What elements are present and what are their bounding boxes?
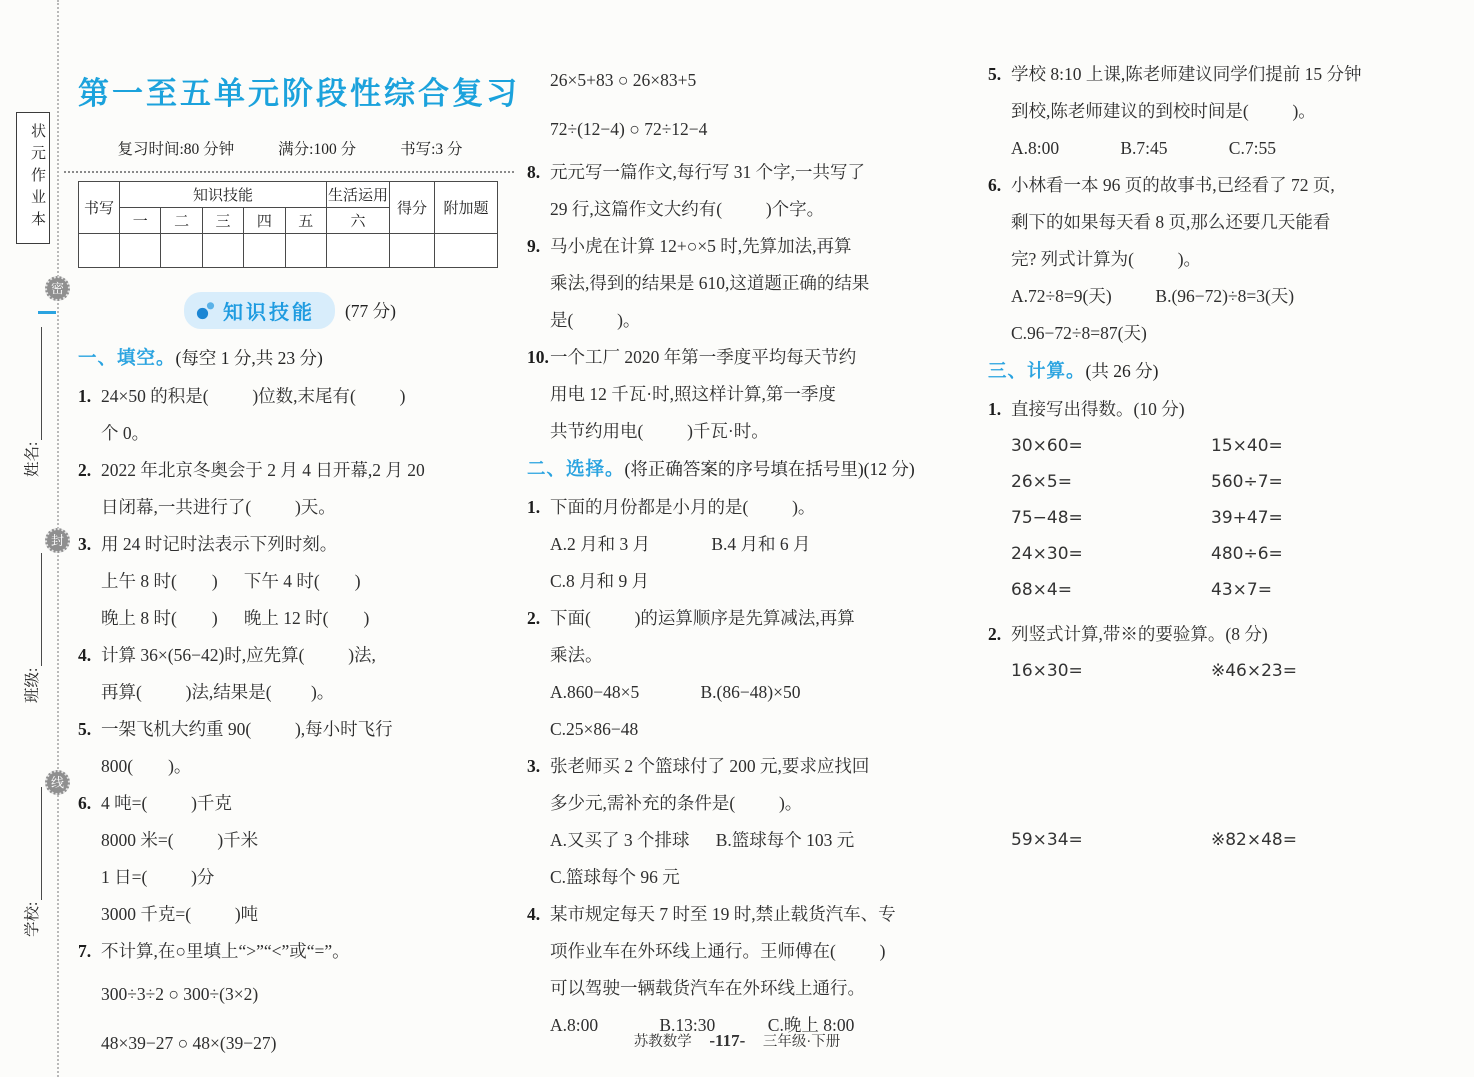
- math-item: 560÷7=: [1211, 472, 1283, 492]
- score-cell-empty: [202, 234, 243, 268]
- question-line: 剩下的如果每天看 8 页,那么还要几天能看: [1011, 212, 1331, 232]
- question-number: 7.: [78, 941, 92, 961]
- question-line: 800( )。: [101, 756, 192, 776]
- score-sub-2: 二: [161, 208, 202, 234]
- question-line: 某市规定每天 7 时至 19 时,禁止载货汽车、专: [550, 904, 896, 924]
- question-number: 6.: [988, 175, 1002, 195]
- question-line: 用 24 时记时法表示下列时刻。: [101, 534, 338, 554]
- seal-char-feng: 封: [45, 528, 70, 553]
- option-line: A.8:00 B.13:30 C.晚上 8:00: [550, 1015, 855, 1035]
- two-dots-icon: [196, 301, 215, 320]
- student-name-field: [18, 327, 42, 477]
- question-number: 1.: [78, 386, 92, 406]
- fill-question-2: [78, 452, 502, 526]
- option-line: A.860−48×5 B.(86−48)×50: [550, 682, 801, 702]
- dashed-divider: [64, 171, 514, 173]
- score-cell-empty: [285, 234, 326, 268]
- choice-question-6: [988, 167, 1466, 352]
- question-line: 小林看一本 96 页的故事书,已经看了 72 页,: [1011, 175, 1335, 195]
- score-col-knowledge: 知识技能: [120, 182, 327, 208]
- option-line: A.2 月和 3 月 B.4 月和 6 月: [550, 534, 811, 554]
- math-item: 59×34=: [1011, 830, 1083, 850]
- question-line: 一架飞机大约重 90( ),每小时飞行: [101, 719, 393, 739]
- column-1: [78, 60, 520, 1068]
- student-name-blank: [23, 327, 42, 440]
- vertical-calc-row-2: [988, 822, 1466, 858]
- question-line: 乘法,得到的结果是 610,这道题正确的结果: [550, 273, 870, 293]
- compare-expression: 72÷(12−4) ○ 72÷12−4: [550, 119, 708, 139]
- question-line: 2022 年北京冬奥会于 2 月 4 日开幕,2 月 20: [101, 460, 425, 480]
- math-item: 480÷6=: [1211, 544, 1283, 564]
- section-calc-heading: [988, 352, 1466, 391]
- question-line: 学校 8:10 上课,陈老师建议同学们提前 15 分钟: [1011, 64, 1362, 84]
- question-line: 4 吨=( )千克: [101, 793, 232, 813]
- math-item: 30×60=: [1011, 436, 1083, 456]
- question-line: 马小虎在计算 12+○×5 时,先算加法,再算: [550, 236, 852, 256]
- question-line: 1 日=( )分: [101, 867, 215, 887]
- question-line: 张老师买 2 个篮球付了 200 元,要求应找回: [550, 756, 870, 776]
- option-line: A.72÷8=9(天) B.(96−72)÷8=3(天): [1011, 286, 1295, 306]
- section-fill-note: (每空 1 分,共 23 分): [175, 348, 323, 368]
- question-line: 乘法。: [550, 645, 603, 665]
- question-line: 晚上 8 时( ) 晚上 12 时( ): [101, 608, 370, 628]
- question-line: 是( )。: [550, 310, 641, 330]
- question-number: 4.: [527, 904, 541, 924]
- question-number: 4.: [78, 645, 92, 665]
- fill-question-1: [78, 378, 502, 452]
- score-cell-empty: [161, 234, 202, 268]
- student-school-label: 学校:: [24, 901, 41, 937]
- fill-question-6: [78, 785, 502, 933]
- score-sub-5: 五: [285, 208, 326, 234]
- question-number: 10.: [527, 347, 549, 367]
- question-line: 不计算,在○里填上“>”“<”或“=”。: [101, 941, 350, 961]
- math-item: 15×40=: [1211, 436, 1283, 456]
- seal-char-mi: 密: [45, 276, 70, 301]
- question-line: 下面的月份都是小月的是( )。: [550, 497, 816, 517]
- score-cell-empty: [244, 234, 285, 268]
- question-number: 5.: [988, 64, 1002, 84]
- score-sub-4: 四: [244, 208, 285, 234]
- exam-meta: [78, 137, 502, 159]
- score-sub-3: 三: [202, 208, 243, 234]
- section-choice-heading: [527, 450, 979, 489]
- math-item: 39+47=: [1211, 508, 1283, 528]
- question-line: 元元写一篇作文,每行写 31 个字,一共写了: [550, 162, 865, 182]
- column-3: [988, 56, 1466, 858]
- question-number: 5.: [78, 719, 92, 739]
- page-footer: [0, 1030, 1474, 1051]
- question-line: 计算 36×(56−42)时,应先算( )法,: [101, 645, 376, 665]
- math-item: 43×7=: [1211, 580, 1272, 600]
- footer-brand: 苏教数学: [633, 1034, 692, 1050]
- section-choice-note: (将正确答案的序号填在括号里)(12 分): [624, 459, 915, 479]
- question-number: 1.: [527, 497, 541, 517]
- question-line: 3000 千克=( )吨: [101, 904, 259, 924]
- question-line: 到校,陈老师建议的到校时间是( )。: [1011, 101, 1316, 121]
- mental-math-grid: [988, 428, 1466, 608]
- question-line: 一个工厂 2020 年第一季度平均每天节约: [550, 347, 857, 367]
- option-line: C.篮球每个 96 元: [550, 867, 680, 887]
- question-number: 2.: [527, 608, 541, 628]
- section-choice-title: 二、选择。: [527, 460, 625, 480]
- seal-char-xian: 线: [45, 770, 70, 795]
- score-table: [78, 181, 498, 268]
- math-item: 75−48=: [1011, 508, 1083, 528]
- section-calc-title: 三、计算。: [988, 362, 1086, 382]
- meta-time: 复习时间:80 分钟: [117, 141, 235, 158]
- page-title: 第一至五单元阶段性综合复习: [78, 76, 520, 111]
- choice-question-2: [527, 600, 979, 748]
- math-item-check: ※82×48=: [1211, 830, 1297, 850]
- score-cell-empty: [120, 234, 161, 268]
- math-item: 24×30=: [1011, 544, 1083, 564]
- knowledge-skills-badge: [184, 292, 335, 329]
- student-class-label: 班级:: [24, 667, 41, 703]
- margin-tick: [38, 311, 56, 314]
- question-line: 24×50 的积是( )位数,末尾有( ): [101, 386, 406, 406]
- footer-page-number: -117-: [709, 1031, 746, 1050]
- question-number: 2.: [78, 460, 92, 480]
- question-number: 6.: [78, 793, 92, 813]
- workbook-brand-label: 状元作业本: [16, 112, 50, 244]
- footer-edition: 三年级·下册: [762, 1034, 841, 1050]
- student-class-blank: [23, 553, 42, 666]
- option-line: C.25×86−48: [550, 719, 639, 739]
- calc-sub-title: 直接写出得数。(10 分): [1011, 399, 1185, 419]
- score-col-bonus: 附加题: [435, 182, 498, 234]
- question-line: 8000 米=( )千米: [101, 830, 259, 850]
- choice-question-4: [527, 896, 979, 1044]
- fill-question-9: [527, 228, 979, 339]
- math-item: 16×30=: [1011, 661, 1083, 681]
- fill-question-3: [78, 526, 502, 637]
- compare-expression: 48×39−27 ○ 48×(39−27): [101, 1033, 277, 1053]
- question-line: 共节约用电( )千瓦·时。: [550, 421, 769, 441]
- question-number: 2.: [988, 624, 1002, 644]
- question-line: 完? 列式计算为( )。: [1011, 249, 1202, 269]
- score-cell-empty: [390, 234, 435, 268]
- question-line: 多少元,需补充的条件是( )。: [550, 793, 803, 813]
- option-line: C.96−72÷8=87(天): [1011, 323, 1147, 343]
- question-number: 3.: [527, 756, 541, 776]
- score-col-score: 得分: [390, 182, 435, 234]
- math-item: 68×4=: [1011, 580, 1072, 600]
- score-cell-empty: [435, 234, 498, 268]
- section-fill-title: 一、填空。: [78, 349, 176, 369]
- question-line: 个 0。: [101, 423, 150, 443]
- meta-writing-score: 书写:3 分: [400, 141, 463, 158]
- section-badge-row: [78, 292, 502, 329]
- fill-question-4: [78, 637, 502, 711]
- score-sub-1: 一: [120, 208, 161, 234]
- question-line: 项作业车在外环线上通行。王师傅在( ): [550, 941, 886, 961]
- question-line: 日闭幕,一共进行了( )天。: [101, 497, 336, 517]
- question-line: 上午 8 时( ) 下午 4 时( ): [101, 571, 361, 591]
- question-line: 再算( )法,结果是( )。: [101, 682, 335, 702]
- choice-question-5: [988, 56, 1466, 167]
- fill-question-5: [78, 711, 502, 785]
- question-number: 9.: [527, 236, 541, 256]
- question-line: 下面( )的运算顺序是先算减法,再算: [550, 608, 855, 628]
- question-line: 用电 12 千瓦·时,照这样计算,第一季度: [550, 384, 836, 404]
- vertical-calc-row-1: [988, 653, 1466, 689]
- calc-subsection-2: [988, 616, 1466, 653]
- badge-score: (77 分): [344, 301, 397, 321]
- score-cell-empty: [79, 234, 120, 268]
- column-2: [527, 56, 979, 1044]
- section-fill-heading: [78, 339, 502, 378]
- fill-question-7-continued: [527, 56, 979, 154]
- question-number: 3.: [78, 534, 92, 554]
- choice-question-1: [527, 489, 979, 600]
- math-item: 26×5=: [1011, 472, 1072, 492]
- student-school-blank: [23, 787, 42, 900]
- question-line: 29 行,这篇作文大约有( )个字。: [550, 199, 825, 219]
- student-name-label: 姓名:: [24, 441, 41, 477]
- question-number: 8.: [527, 162, 541, 182]
- option-line: A.又买了 3 个排球 B.篮球每个 103 元: [550, 830, 855, 850]
- score-col-life: 生活运用: [327, 182, 390, 208]
- badge-label: 知识技能: [222, 302, 315, 324]
- math-item-check: ※46×23=: [1211, 661, 1297, 681]
- meta-full-score: 满分:100 分: [278, 141, 357, 158]
- compare-expression: 26×5+83 ○ 26×83+5: [550, 70, 697, 90]
- compare-expression: 300÷3÷2 ○ 300÷(3×2): [101, 984, 259, 1004]
- student-school-field: [18, 787, 42, 937]
- score-col-writing: 书写: [79, 182, 120, 234]
- calc-subsection-1: [988, 391, 1466, 428]
- option-line: A.8:00 B.7:45 C.7:55: [1011, 138, 1276, 158]
- question-line: 可以驾驶一辆载货汽车在外环线上通行。: [550, 978, 865, 998]
- question-number: 1.: [988, 399, 1002, 419]
- fill-question-8: [527, 154, 979, 228]
- score-sub-6: 六: [327, 208, 390, 234]
- student-class-field: [18, 553, 42, 703]
- choice-question-3: [527, 748, 979, 896]
- section-calc-note: (共 26 分): [1085, 361, 1159, 381]
- score-cell-empty: [327, 234, 390, 268]
- option-line: C.8 月和 9 月: [550, 571, 650, 591]
- calc-sub-title: 列竖式计算,带※的要验算。(8 分): [1011, 624, 1268, 644]
- fill-question-10: [527, 339, 979, 450]
